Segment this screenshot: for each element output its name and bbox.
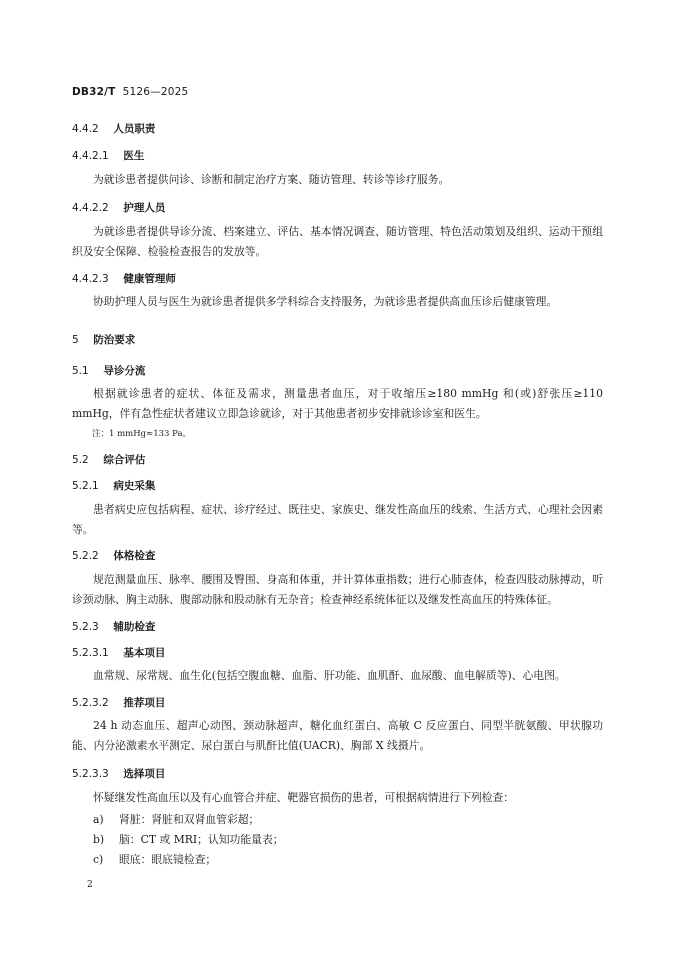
heading-4-4-2: 4.4.2 人员职责 xyxy=(72,123,156,135)
heading-5-1: 5.1 导诊分流 xyxy=(72,365,146,377)
paragraph-doctor-duties: 为就诊患者提供问诊、诊断和制定治疗方案、随访管理、转诊等诊疗服务。 xyxy=(93,173,450,186)
paragraph-nurse-duties: 为就诊患者提供导诊分流、档案建立、评估、基本情况调查、随访管理、特色活动策划及组织、运动干预组织及安全保障、检验检查报告的发放等。 xyxy=(72,225,603,258)
paragraph-history-taking: 患者病史应包括病程、症状、诊疗经过、既往史、家族史、继发性高血压的线索、生活方式、心理社会因素等。 xyxy=(72,503,603,536)
heading-5-2-3-2: 5.2.3.2 推荐项目 xyxy=(72,697,166,709)
paragraph-basic-items: 血常规、尿常规、血生化(包括空腹血糖、血脂、肝功能、血肌酐、血尿酸、血电解质等)、心电图。 xyxy=(93,669,566,682)
heading-5-2-1: 5.2.1 病史采集 xyxy=(72,480,156,492)
heading-4-4-2-1: 4.4.2.1 医生 xyxy=(72,150,145,162)
document-code-number: 5126—2025 xyxy=(122,86,189,98)
paragraph-optional-items: 怀疑继发性高血压以及有心血管合并症、靶器官损伤的患者，可根据病情进行下列检查： xyxy=(93,791,515,804)
heading-4-4-2-2: 4.4.2.2 护理人员 xyxy=(72,202,166,214)
list-item: a) 肾脏：肾脏和双肾血管彩超； xyxy=(93,813,260,826)
heading-5-2: 5.2 综合评估 xyxy=(72,454,146,466)
paragraph-health-manager-duties: 协助护理人员与医生为就诊患者提供多学科综合支持服务，为就诊患者提供高血压诊后健康管理。 xyxy=(93,295,558,308)
paragraph-recommended-items: 24 h 动态血压、超声心动图、颈动脉超声、糖化血红蛋白、高敏 C 反应蛋白、同型半胱氨酸、甲状腺功能、内分泌激素水平测定、尿白蛋白与肌酐比值(UACR)、胸部 X 线摄片。 xyxy=(72,719,603,752)
paragraph-triage: 根据就诊患者的症状、体征及需求，测量患者血压，对于收缩压≥180 mmHg 和(或)舒张压≥110 mmHg，伴有急性症状者建议立即急诊就诊，对于其他患者初步安排就诊诊室和医生。 xyxy=(72,387,603,420)
heading-5: 5 防治要求 xyxy=(72,334,136,346)
heading-5-2-3: 5.2.3 辅助检查 xyxy=(72,621,156,633)
heading-5-2-3-1: 5.2.3.1 基本项目 xyxy=(72,647,166,659)
document-code xyxy=(72,86,188,98)
note-unit-conversion: 注：1 mmHg≈133 Pa。 xyxy=(92,429,192,439)
page-number: 2 xyxy=(87,880,93,890)
paragraph-physical-exam: 规范测量血压、脉率、腰围及臀围、身高和体重，并计算体重指数；进行心肺查体，检查四肢动脉搏动，听诊颈动脉、胸主动脉、腹部动脉和股动脉有无杂音；检查神经系统体征以及继发性高血压的特殊体征。 xyxy=(72,573,603,606)
document-code-prefix: DB32/T xyxy=(72,86,116,98)
heading-5-2-2: 5.2.2 体格检查 xyxy=(72,550,156,562)
heading-5-2-3-3: 5.2.3.3 选择项目 xyxy=(72,768,166,780)
heading-4-4-2-3: 4.4.2.3 健康管理师 xyxy=(72,273,176,285)
list-item: c) 眼底：眼底镜检查； xyxy=(93,853,217,866)
list-item: b) 脑：CT 或 MRI；认知功能量表； xyxy=(93,833,284,846)
